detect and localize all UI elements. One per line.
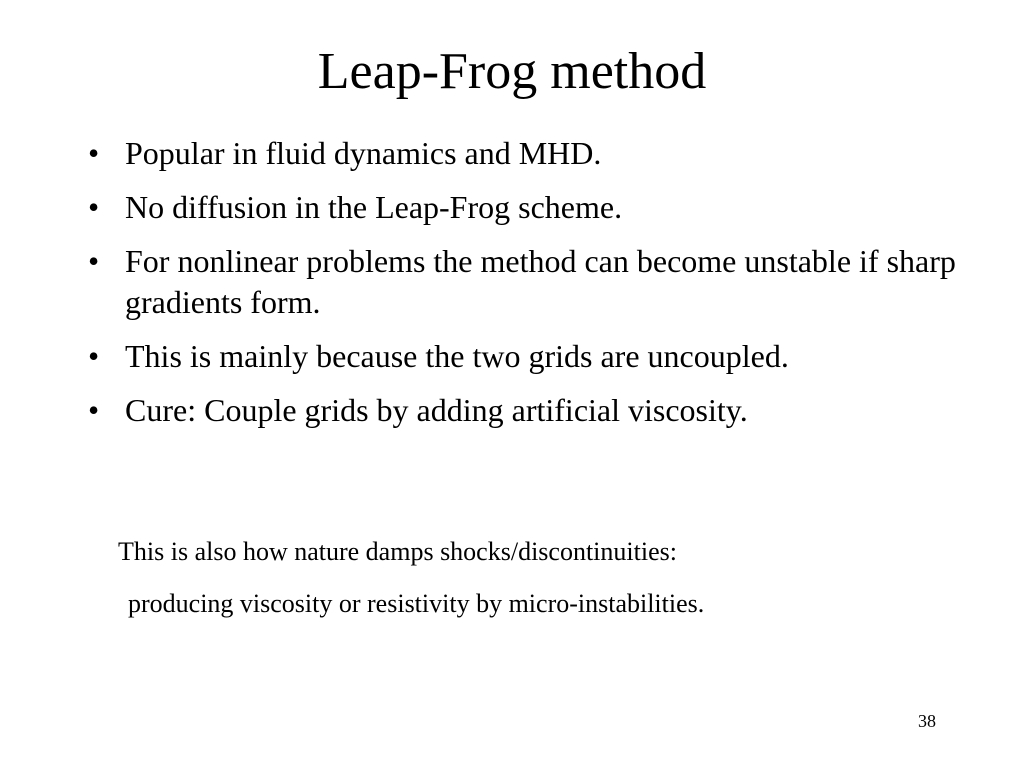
bullet-item <box>88 241 988 323</box>
bullet-item <box>88 336 988 377</box>
bullet-item <box>88 390 988 431</box>
page-number: 38 <box>918 711 936 731</box>
bullet-text: Cure: Couple grids by adding artificial viscosity. <box>125 392 748 428</box>
bullet-text: Popular in fluid dynamics and MHD. <box>125 135 602 171</box>
bullet-marker: • <box>88 135 100 171</box>
bullet-text: For nonlinear problems the method can become unstable if sharp gradients form. <box>125 243 956 320</box>
bullet-marker: • <box>88 338 100 374</box>
bullet-marker: • <box>88 189 100 225</box>
bullet-marker: • <box>88 392 100 428</box>
bullet-list <box>88 133 988 444</box>
bullet-marker: • <box>88 243 100 279</box>
bullet-text: No diffusion in the Leap-Frog scheme. <box>125 189 623 225</box>
slide-title: Leap-Frog method <box>317 43 707 100</box>
note-line: This is also how nature damps shocks/discontinuities: <box>118 537 677 566</box>
bullet-item <box>88 133 988 174</box>
note-line: producing viscosity or resistivity by micro-instabilities. <box>128 589 705 618</box>
bullet-text: This is mainly because the two grids are uncoupled. <box>125 338 789 374</box>
bullet-item <box>88 187 988 228</box>
